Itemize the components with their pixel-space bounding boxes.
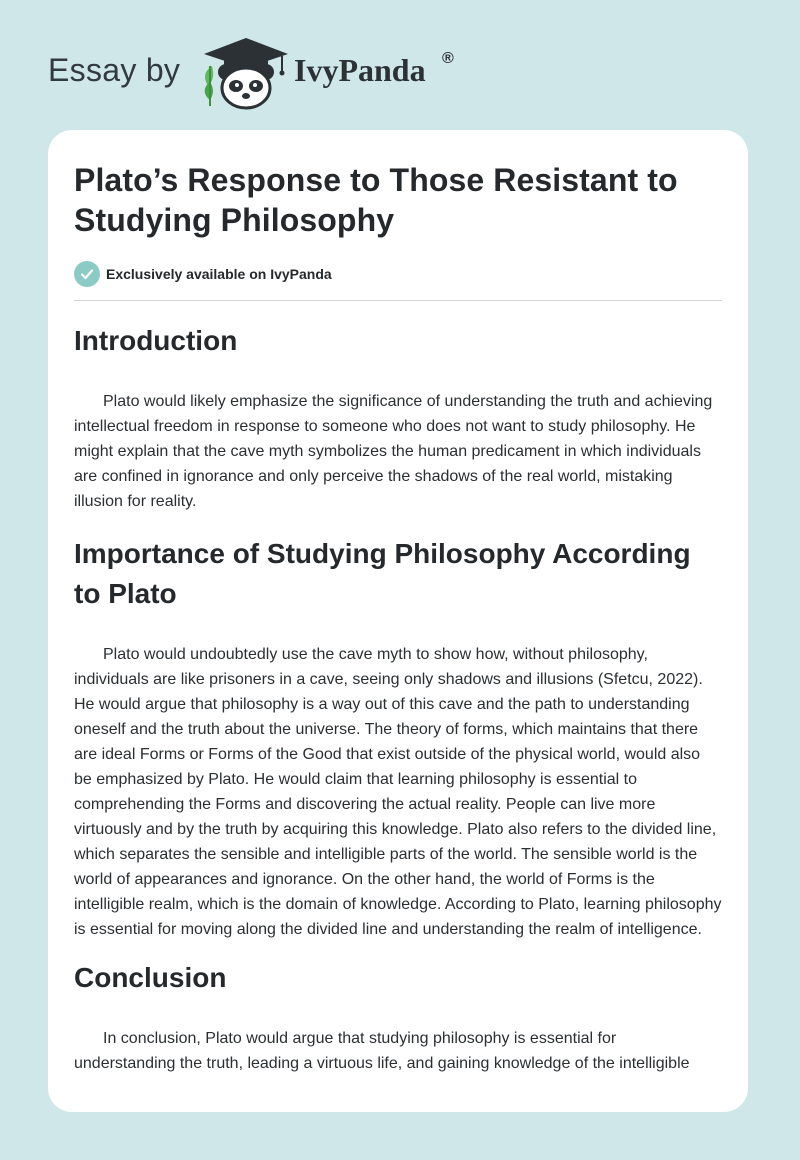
section-heading-conclusion: Conclusion — [74, 962, 227, 993]
exclusive-label: Exclusively available on IvyPanda — [106, 266, 332, 282]
article-card — [48, 130, 748, 1112]
section-paragraph-introduction: Plato would likely emphasize the significance of understanding the truth and achieving intellectual freedom in response to someone who does not want to study philosophy. He might explain that the cave myth symbolizes the human predicament in which individuals are confined in ignorance and only perceive the shadows of the real world, mistaking illusion for reality. — [74, 393, 713, 510]
article-content — [74, 160, 722, 1076]
registered-mark: ® — [442, 50, 454, 67]
panda-graduate-icon[interactable] — [200, 36, 292, 110]
exclusive-badge — [74, 260, 722, 288]
site-header — [0, 0, 800, 130]
divider — [74, 300, 722, 301]
check-circle-icon — [74, 261, 100, 287]
section-heading-introduction: Introduction — [74, 325, 238, 356]
essay-by-label: Essay by — [48, 52, 181, 88]
section-paragraph-conclusion: In conclusion, Plato would argue that studying philosophy is essential for understanding the truth, leading a virtuous life, and gaining knowledge of the intelligible — [74, 1030, 690, 1072]
section-paragraph-importance: Plato would undoubtedly use the cave myth to show how, without philosophy, individuals are like prisoners in a cave, seeing only shadows and illusions (Sfetcu, 2022). He would argue that philosophy is a way out of this cave and the path to understanding oneself and the truth about the universe. The theory of forms, which maintains that there are ideal Forms or Forms of the Good that exist outside of the physical world, would also be emphasized by Plato. He would claim that learning philosophy is essential to comprehending the Forms and discovering the actual reality. People can live more virtuously and by the truth by acquiring this knowledge. Plato also refers to the divided line, which separates the sensible and intelligible parts of the world. The sensible world is the world of appearances and ignorance. On the other hand, the world of Forms is the intelligible realm, which is the domain of knowledge. According to Plato, learning philosophy is essential for moving along the divided line and understanding the realm of intelligence. — [74, 646, 722, 938]
page-title: Plato’s Response to Those Resistant to Studying Philosophy — [74, 162, 678, 238]
brand-name[interactable]: IvyPanda — [294, 52, 426, 88]
section-heading-importance: Importance of Studying Philosophy According to Plato — [74, 538, 691, 609]
